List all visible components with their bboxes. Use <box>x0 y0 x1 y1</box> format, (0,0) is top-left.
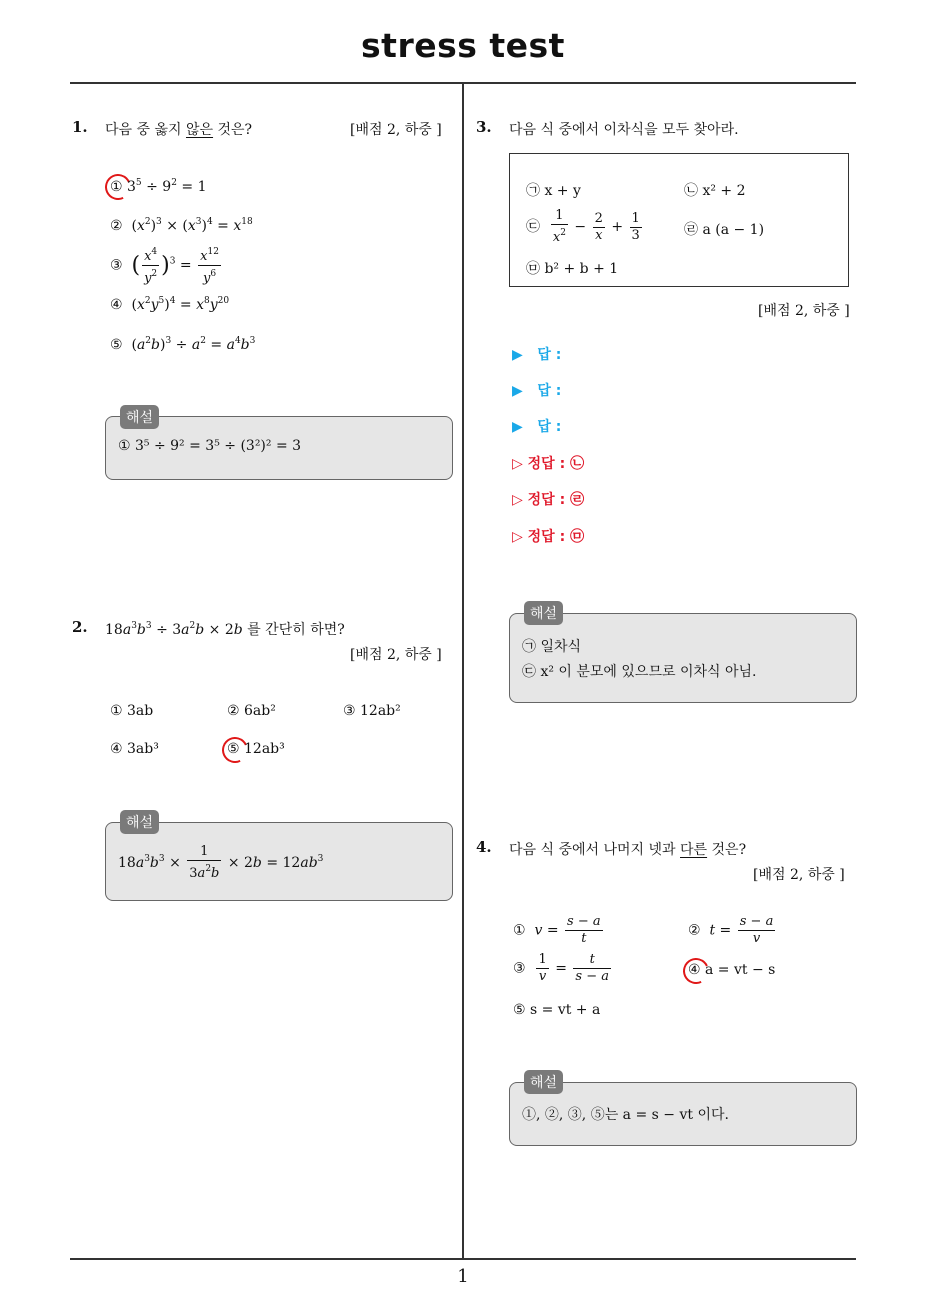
q3-correct-answer-2: ▷ 정답 : ㉣ <box>512 492 585 508</box>
q1-option-3[interactable]: ③ ( $\frac{x^4}{y^2}$ )$^3$ = $\frac{x^{12}}{y^6}$ <box>110 244 223 287</box>
q4-explanation-tag: 해설 <box>524 1070 563 1094</box>
q1-text: 다음 중 옳지 않은 것은? <box>105 122 253 138</box>
q3-explanation-line-1: ㉠ 일차식 <box>522 639 582 655</box>
q4-number: 4. <box>476 838 492 856</box>
q1-option-5[interactable]: ⑤ $(a^2b)^3 \div a^2 = a^4b^3$ <box>110 336 256 353</box>
q2-points: [배점 2, 하중 ] <box>350 647 442 663</box>
q3-number: 3. <box>476 118 492 136</box>
q4-points: [배점 2, 하중 ] <box>753 867 845 883</box>
q2-option-3[interactable]: ③ 12ab² <box>343 703 401 719</box>
q4-option-1[interactable]: ① v = $\frac{s - a}{t}$ <box>513 914 601 946</box>
q2-text: $18a^3b^3 \div 3a^2b \times 2b$ 를 간단히 하면? <box>105 621 345 638</box>
q2-number: 2. <box>72 618 88 636</box>
q1-explanation-text: ① 3⁵ ÷ 9² = 3⁵ ÷ (3²)² = 3 <box>118 438 302 454</box>
q1-option-1[interactable]: ① $3^5 \div 9^2 = 1$ <box>110 178 207 195</box>
q2-explanation-tag: 해설 <box>120 810 159 834</box>
q1-points: [배점 2, 하중 ] <box>350 122 442 138</box>
q3-text: 다음 식 중에서 이차식을 모두 찾아라. <box>509 122 739 138</box>
q4-option-5[interactable]: ⑤ s = vt + a <box>513 1002 601 1018</box>
q1-number: 1. <box>72 118 88 136</box>
q3-answer-row-2: ▶ 답 : <box>512 383 562 399</box>
q3-item-c: ㉢ $\frac{1}{x^2}$ − $\frac{2}{x}$ + $\frac{1}{3}$ <box>526 208 640 245</box>
q1-option-2[interactable]: ② $(x^2)^3 \times (x^3)^4 = x^{18}$ <box>110 217 253 234</box>
q3-item-a: ㉠ x + y <box>526 183 581 199</box>
page-title: stress test <box>361 26 565 65</box>
q2-option-5[interactable]: ⑤ 12ab³ <box>227 741 285 757</box>
q1-explanation-tag: 해설 <box>120 405 159 429</box>
q4-option-4[interactable]: ④ a = vt − s <box>688 962 776 978</box>
q3-item-e: ㉤ b² + b + 1 <box>526 261 619 277</box>
column-divider <box>462 84 464 1259</box>
q3-item-b: ㉡ x² + 2 <box>684 183 746 199</box>
q4-option-3[interactable]: ③ $\frac{1}{v}$ = $\frac{t}{s - a}$ <box>513 952 609 984</box>
bottom-rule <box>70 1258 856 1260</box>
q2-explanation-formula: $18a^3b^3$ × $\frac{1}{3a^2b}$ × $2b = 12ab^3$ <box>118 844 324 881</box>
q3-points: [배점 2, 하중 ] <box>758 303 850 319</box>
q3-explanation-box <box>509 613 857 703</box>
q3-explanation-tag: 해설 <box>524 601 563 625</box>
q3-item-d: ㉣ a (a − 1) <box>684 222 765 238</box>
q3-correct-answer-3: ▷ 정답 : ㉤ <box>512 529 585 545</box>
q3-answer-row-3: ▶ 답 : <box>512 419 562 435</box>
q3-correct-answer-1: ▷ 정답 : ㉡ <box>512 456 585 472</box>
q2-option-1[interactable]: ① 3ab <box>110 703 154 719</box>
page-number: 1 <box>457 1266 469 1287</box>
q4-text: 다음 식 중에서 나머지 넷과 다른 것은? <box>509 842 747 858</box>
q4-explanation-text: ①, ②, ③, ⑤는 a = s − vt 이다. <box>522 1107 729 1123</box>
q2-option-2[interactable]: ② 6ab² <box>227 703 276 719</box>
q3-explanation-line-2: ㉢ x² 이 분모에 있으므로 이차식 아님. <box>522 664 757 680</box>
q2-option-4[interactable]: ④ 3ab³ <box>110 741 159 757</box>
q3-answer-row-1: ▶ 답 : <box>512 347 562 363</box>
q1-option-4[interactable]: ④ $(x^2y^5)^4 = x^8y^{20}$ <box>110 296 230 313</box>
q4-option-2[interactable]: ② t = $\frac{s - a}{v}$ <box>688 914 774 946</box>
